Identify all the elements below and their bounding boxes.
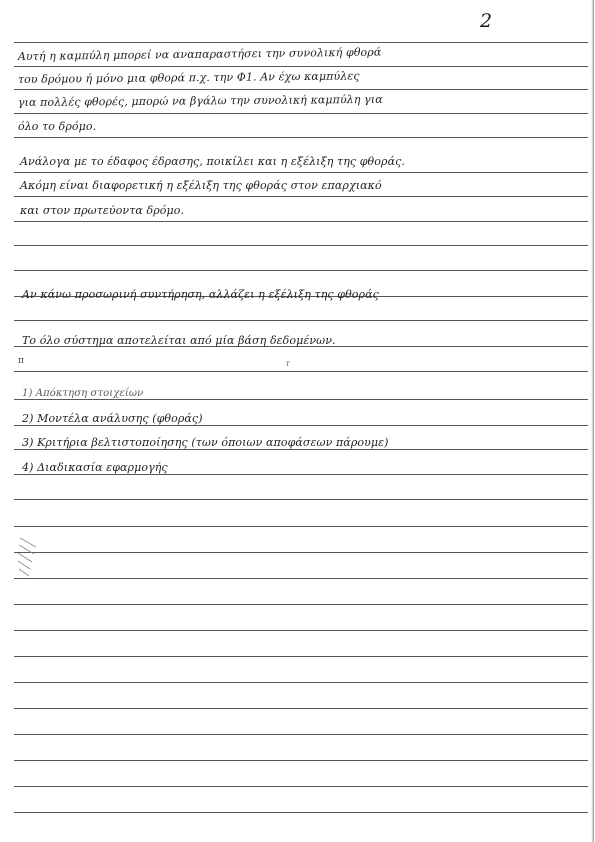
note-line-3: για πολλές φθορές, μπορώ να βγάλω την συνολική καμπύλη για	[17, 92, 383, 109]
ruled-line	[14, 172, 588, 173]
note-line-10: 1) Απόκτηση στοιχείων	[22, 388, 144, 399]
note-line-7: και στον πρωτεύοντα δρόμο.	[20, 204, 185, 217]
ruled-line	[14, 630, 588, 631]
ruled-line	[14, 474, 588, 475]
ruled-line	[14, 371, 588, 372]
ruled-line	[14, 89, 588, 90]
ruled-line	[14, 399, 588, 400]
note-line-12: 3) Κριτήρια βελτιστοποίησης (των όποιων αποφάσεων πάρουμε)	[22, 436, 389, 449]
note-line-2: του δρόμου ή μόνο μια φθορά π.χ. την Φ1. Αν έχω καμπύλες	[17, 69, 360, 86]
ruled-line	[14, 221, 588, 222]
ruled-line	[14, 656, 588, 657]
margin-mark: π	[18, 356, 24, 366]
ruled-line	[14, 113, 588, 114]
ruled-line	[14, 42, 588, 43]
ruled-line	[14, 137, 588, 138]
ruled-line	[14, 812, 588, 813]
note-line-13: 4) Διαδικασία εφαρμογής	[22, 461, 168, 474]
margin-mark: r	[286, 359, 290, 368]
ruled-line	[14, 245, 588, 246]
ruled-line	[14, 449, 588, 450]
ruled-line	[14, 682, 588, 683]
note-line-6: Ακόμη είναι διαφορετική η εξέλιξη της φθοράς στον επαρχιακό	[20, 179, 382, 192]
ruled-line	[14, 708, 588, 709]
page-edge-shadow	[591, 0, 594, 842]
ruled-line	[14, 320, 588, 321]
ruled-line	[14, 604, 588, 605]
note-line-8: Αν κάνω προσωρινή συντήρηση, αλλάζει η εξέλιξη της φθοράς	[22, 288, 379, 301]
ruled-line	[14, 760, 588, 761]
note-line-4: όλο το δρόμο.	[18, 120, 97, 133]
page-number: 2	[480, 10, 493, 32]
ruled-line	[14, 196, 588, 197]
ruled-line	[14, 734, 588, 735]
note-line-11: 2) Μοντέλα ανάλυσης (φθοράς)	[22, 412, 203, 425]
note-line-9: Το όλο σύστημα αποτελείται από μία βάση δεδομένων.	[22, 334, 336, 347]
ruled-line	[14, 425, 588, 426]
ruled-line	[14, 786, 588, 787]
ruled-line	[14, 499, 588, 500]
ruled-line	[14, 578, 588, 579]
note-line-1: Αυτή η καμπύλη μπορεί να αναπαραστήσει την συνολική φθορά	[17, 45, 382, 63]
note-line-5: Ανάλογα με το έδαφος έδρασης, ποικίλει και η εξέλιξη της φθοράς.	[20, 155, 405, 168]
ruled-line	[14, 526, 588, 527]
ruled-line	[14, 552, 588, 553]
pencil-strokes-icon	[16, 535, 44, 580]
ruled-line	[14, 270, 588, 271]
ruled-line	[14, 66, 588, 67]
